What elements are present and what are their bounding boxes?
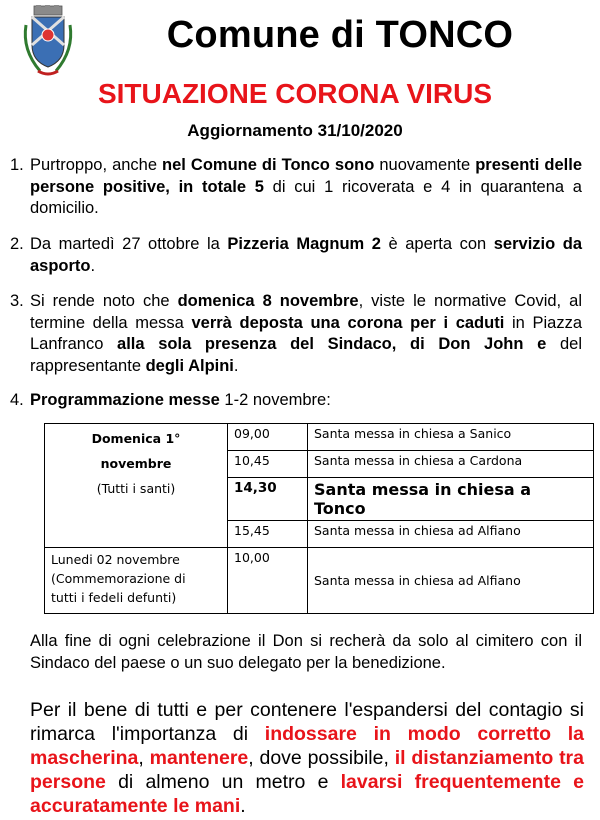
emphasis-text-run: lavarsi frequentemente e accuratamente le mani bbox=[30, 771, 584, 817]
day-cell-monday bbox=[45, 548, 228, 614]
page-title: Comune di TONCO bbox=[166, 14, 514, 56]
list-item-4 bbox=[10, 390, 582, 412]
item-text bbox=[30, 155, 582, 220]
item-number: 3. bbox=[10, 292, 24, 310]
mass-desc: Santa messa in chiesa a Sanico bbox=[308, 424, 594, 451]
mass-desc: Santa messa in chiesa a Cardona bbox=[308, 451, 594, 478]
day-name: Domenica 1° bbox=[91, 431, 181, 446]
mass-time: 10,00 bbox=[228, 548, 308, 614]
text-run: . bbox=[233, 356, 239, 375]
mass-schedule-table bbox=[44, 423, 594, 614]
text-run: . bbox=[240, 795, 246, 817]
bold-text-run: degli Alpini bbox=[145, 356, 234, 375]
bold-text-run: Pizzeria Magnum 2 bbox=[227, 235, 381, 253]
bold-text-run: servizio da asporto bbox=[30, 235, 583, 275]
day-occasion-2: tutti i fedeli defunti) bbox=[51, 590, 177, 605]
text-run: Da martedì 27 ottobre la bbox=[30, 235, 228, 253]
bold-text-run: alla sola presenza del Sindaco, di Don John e bbox=[117, 335, 547, 353]
emphasis-text-run: indossare in modo corretto la mascherina bbox=[30, 723, 585, 769]
text-run: nuovamente bbox=[374, 156, 476, 174]
item-text bbox=[30, 234, 582, 277]
item-text bbox=[30, 291, 582, 377]
day-occasion: (Tutti i santi) bbox=[96, 481, 176, 496]
text-run: 1-2 novembre: bbox=[219, 391, 331, 409]
mass-desc: Santa messa in chiesa a Tonco bbox=[308, 478, 594, 521]
bold-text-run: Programmazione messe bbox=[30, 391, 220, 409]
table-row bbox=[45, 424, 594, 451]
warning-paragraph bbox=[30, 698, 584, 818]
update-date: Aggiornamento 31/10/2020 bbox=[187, 121, 403, 140]
text-run: Si rende noto che bbox=[30, 292, 178, 310]
page-subtitle: SITUAZIONE CORONA VIRUS bbox=[97, 78, 493, 109]
day-name: Lunedi 02 novembre bbox=[51, 552, 180, 567]
day-occasion: (Commemorazione di bbox=[51, 571, 186, 586]
mass-desc: Santa messa in chiesa ad Alfiano bbox=[308, 548, 594, 614]
bold-text-run: domenica 8 novembre bbox=[177, 292, 359, 310]
item-number: 1. bbox=[10, 156, 24, 174]
text-run: , viste le normative Covid, al termine della messa bbox=[30, 292, 582, 332]
emphasis-text-run: mantenere bbox=[149, 747, 249, 769]
item-text bbox=[30, 390, 582, 412]
text-run: , bbox=[138, 747, 150, 769]
text-run: Purtroppo, anche bbox=[30, 156, 163, 174]
day-month: novembre bbox=[100, 456, 172, 471]
mass-time: 10,45 bbox=[228, 451, 308, 478]
bold-text-run: verrà deposta una corona per i caduti bbox=[191, 313, 505, 332]
list-item-3 bbox=[10, 291, 582, 377]
text-run: del rappresentante bbox=[30, 335, 582, 375]
day-cell-sunday bbox=[45, 424, 228, 548]
mass-time: 15,45 bbox=[228, 521, 308, 548]
list-item-2 bbox=[10, 234, 582, 277]
text-run: di almeno un metro e bbox=[105, 771, 341, 793]
text-run: Per il bene di tutti e per contenere l'espandersi del contagio si rimarca l'importanza di bbox=[30, 699, 584, 745]
text-run: è aperta con bbox=[380, 235, 494, 253]
item-number: 2. bbox=[10, 235, 24, 253]
mass-time: 14,30 bbox=[228, 478, 308, 521]
bold-text-run: nel Comune di Tonco sono bbox=[162, 156, 375, 174]
bold-text-run: presenti delle persone positive, in totale 5 bbox=[30, 156, 582, 196]
text-run: , dove possibile, bbox=[248, 747, 395, 769]
mass-time: 09,00 bbox=[228, 424, 308, 451]
item-number: 4. bbox=[10, 391, 24, 409]
text-run: di cui 1 ricoverata e 4 in quarantena a domicilio. bbox=[30, 177, 582, 217]
list-item-1 bbox=[10, 155, 582, 220]
emphasis-text-run: il distanziamento tra persone bbox=[30, 747, 584, 793]
table-row bbox=[45, 548, 594, 614]
mass-desc: Santa messa in chiesa ad Alfiano bbox=[308, 521, 594, 548]
closing-paragraph: Alla fine di ogni celebrazione il Don si recherà da solo al cimitero con il Sindaco del paese o un suo delegato per la benedizione. bbox=[30, 632, 582, 672]
text-run: in Piazza Lanfranco bbox=[30, 313, 582, 353]
text-run: . bbox=[90, 256, 96, 275]
